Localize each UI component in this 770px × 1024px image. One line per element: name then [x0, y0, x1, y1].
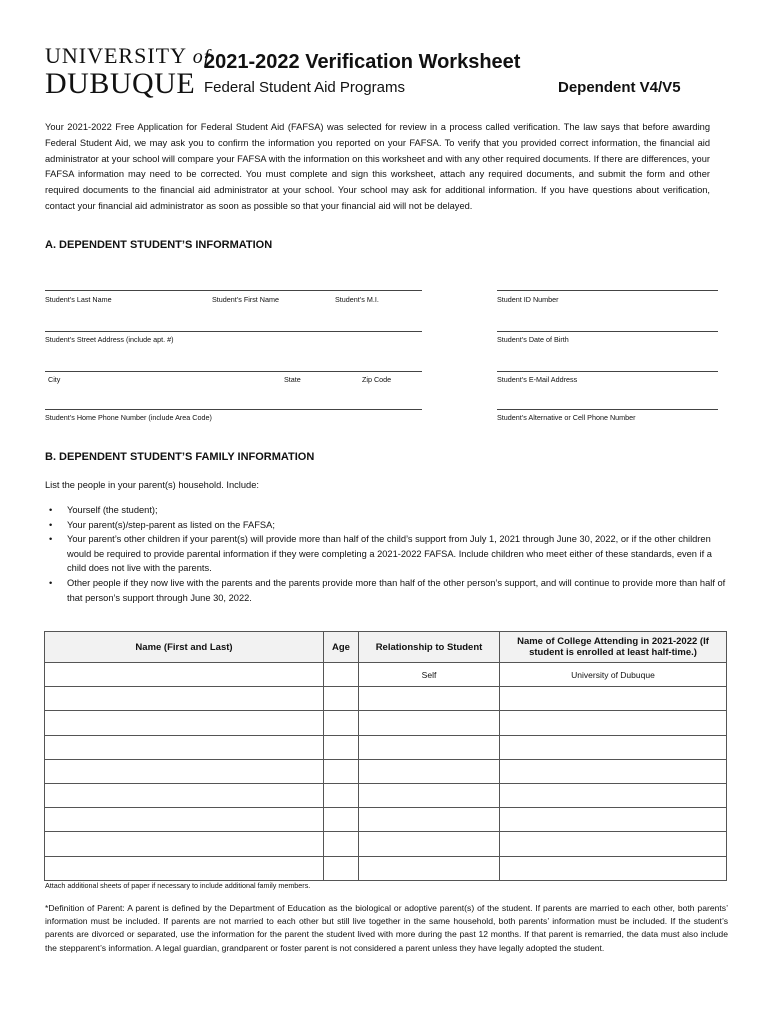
age-cell[interactable]: [324, 735, 359, 759]
intro-paragraph: Your 2021-2022 Free Application for Federal Student Aid (FAFSA) was selected for review in a process called verification. The law says that before awarding Federal Student Aid, we may ask you to confirm the information you reported on your FAFSA. To verify that you provided correct information, the financial aid administrator at your school will compare your FAFSA with the information on this worksheet and with any other required documents. If there are differences, your FAFSA information may need to be corrected. You must complete and sign this worksheet, attach any required documents, and submit the form and other required documents to the financial aid administrator at your school. Your school may ask for additional information. If you have questions about verification, contact your financial aid administrator as soon as possible so that your financial aid will not be delayed.: [45, 122, 710, 211]
table-row: [45, 783, 727, 807]
bullet-item: • Yourself (the student);: [45, 503, 727, 518]
name-cell[interactable]: [45, 783, 324, 807]
table-row: [45, 735, 727, 759]
attach-note: Attach additional sheets of paper if necessary to include additional family members.: [45, 881, 311, 890]
age-cell[interactable]: [324, 663, 359, 687]
college-cell[interactable]: [500, 759, 727, 783]
label-city: City: [48, 375, 61, 384]
email-field[interactable]: [497, 371, 718, 372]
col-header-name: Name (First and Last): [45, 632, 324, 663]
age-cell[interactable]: [324, 808, 359, 832]
relationship-cell[interactable]: [359, 735, 500, 759]
form-version: Dependent V4/V5: [558, 79, 681, 96]
name-cell[interactable]: [45, 832, 324, 856]
last-name-field[interactable]: [45, 290, 422, 291]
label-zip: Zip Code: [362, 375, 392, 384]
name-cell[interactable]: [45, 663, 324, 687]
name-cell[interactable]: [45, 856, 324, 880]
col-header-relationship: Relationship to Student: [359, 632, 500, 663]
table-row: [45, 687, 727, 711]
logo-university-text: UNIVERSITY: [45, 43, 187, 68]
college-cell[interactable]: [500, 735, 727, 759]
col-header-college: Name of College Attending in 2021-2022 (If student is enrolled at least half-time.): [500, 632, 727, 663]
bullet-item: • Your parent(s)/step-parent as listed on the FAFSA;: [45, 518, 727, 533]
label-first-name: Student’s First Name: [212, 295, 279, 304]
bullet-item: • Your parent’s other children if your parent(s) will provide more than half of the child’s support from July 1, 2021 through June 30, 2022, or if the other children would be required to provide parental information if they were completing a 2021-2022 FAFSA. Include children who meet either of these standards, even if a child does not live with the parents.: [45, 532, 727, 576]
list-intro: List the people in your parent(s) household. Include:: [45, 480, 259, 490]
relationship-cell[interactable]: [359, 759, 500, 783]
label-state: State: [284, 375, 301, 384]
include-bullet-list: [45, 503, 727, 605]
label-date-of-birth: Student’s Date of Birth: [497, 335, 569, 344]
college-cell[interactable]: [500, 808, 727, 832]
age-cell[interactable]: [324, 783, 359, 807]
college-cell[interactable]: [500, 711, 727, 735]
family-table: [44, 631, 727, 881]
age-cell[interactable]: [324, 856, 359, 880]
section-a-heading: A. DEPENDENT STUDENT’S INFORMATION: [45, 239, 273, 251]
age-cell[interactable]: [324, 687, 359, 711]
label-street-address: Student’s Street Address (include apt. #): [45, 335, 174, 344]
label-last-name: Student’s Last Name: [45, 295, 112, 304]
label-mi: Student’s M.I.: [335, 295, 379, 304]
college-cell[interactable]: [500, 783, 727, 807]
age-cell[interactable]: [324, 759, 359, 783]
label-alt-phone: Student’s Alternative or Cell Phone Number: [497, 413, 636, 422]
relationship-cell[interactable]: [359, 832, 500, 856]
age-cell[interactable]: [324, 832, 359, 856]
name-cell[interactable]: [45, 808, 324, 832]
label-home-phone: Student’s Home Phone Number (include Area Code): [45, 413, 212, 422]
home-phone-field[interactable]: [45, 409, 422, 410]
name-cell[interactable]: [45, 687, 324, 711]
relationship-cell[interactable]: [359, 687, 500, 711]
table-row: [45, 808, 727, 832]
relationship-cell[interactable]: [359, 856, 500, 880]
age-cell[interactable]: [324, 711, 359, 735]
table-row: [45, 711, 727, 735]
relationship-cell[interactable]: [359, 711, 500, 735]
college-cell[interactable]: [500, 687, 727, 711]
alt-phone-field[interactable]: [497, 409, 718, 410]
college-cell[interactable]: University of Dubuque: [500, 663, 727, 687]
name-cell[interactable]: [45, 759, 324, 783]
street-address-field[interactable]: [45, 331, 422, 332]
relationship-cell[interactable]: [359, 783, 500, 807]
logo-dubuque-text: DUBUQUE: [45, 67, 196, 100]
date-of-birth-field[interactable]: [497, 331, 718, 332]
table-row: [45, 759, 727, 783]
university-logo-line1: [45, 45, 210, 68]
relationship-cell[interactable]: Self: [359, 663, 500, 687]
label-email: Student’s E-Mail Address: [497, 375, 578, 384]
section-b-heading: B. DEPENDENT STUDENT’S FAMILY INFORMATION: [45, 451, 315, 463]
name-cell[interactable]: [45, 711, 324, 735]
table-row: [45, 832, 727, 856]
bullet-item: • Other people if they now live with the parents and the parents provide more than half of the other person’s support, and will continue to provide more than half of that person’s support through June 30, 2022.: [45, 576, 727, 605]
relationship-cell[interactable]: [359, 808, 500, 832]
logo-of-text: of: [192, 46, 211, 68]
label-student-id: Student ID Number: [497, 295, 559, 304]
page-subtitle: Federal Student Aid Programs: [204, 79, 405, 96]
city-state-zip-field[interactable]: [45, 371, 422, 372]
table-row: [45, 856, 727, 880]
table-header-row: [45, 632, 727, 663]
college-cell[interactable]: [500, 832, 727, 856]
student-id-field[interactable]: [497, 290, 718, 291]
page-title: 2021-2022 Verification Worksheet: [204, 51, 521, 73]
parent-definition: *Definition of Parent: A parent is defined by the Department of Education as the biological or adoptive parent(s) of the student. If parents are married to each other, both parents’ information must be included. If parents are not married to each other but still live together in the same household, both parents’ information must be included. If the student’s parents are divorced or separated, use the information for the parent the student lived with more during the past 12 months. If that parent is remarried, the data must also include the stepparent’s information. A legal guardian, grandparent or foster parent is not considered a parent unless they have legally adopted the student.: [45, 903, 728, 953]
name-cell[interactable]: [45, 735, 324, 759]
college-cell[interactable]: [500, 856, 727, 880]
table-row: [45, 663, 727, 687]
col-header-age: Age: [324, 632, 359, 663]
